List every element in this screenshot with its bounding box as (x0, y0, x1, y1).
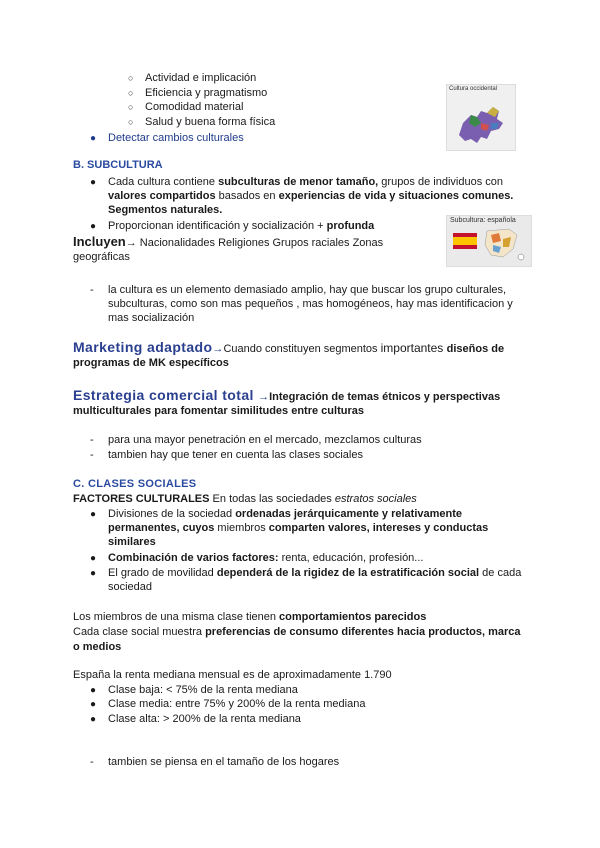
bullet-icon: ● (90, 685, 97, 696)
b-bullet-1-cont2: Segmentos naturales. (108, 204, 223, 216)
paragraph-2: Cada clase social muestra preferencias de consumo diferentes hacia productos, marca (73, 626, 521, 638)
sub-item: ○ Eficiencia y pragmatismo (128, 87, 268, 99)
sub-item: ○ Actividad e implicación (128, 72, 257, 84)
renta-line: España la renta mediana mensual es de aproximadamente 1.790 (73, 669, 392, 681)
paragraph-2-cont: o medios (73, 641, 122, 653)
spain-flag-map-icon (447, 225, 531, 263)
circle-bullet-icon: ○ (128, 88, 134, 98)
bullet-icon: ● (90, 553, 97, 564)
spain-subculture-image: Subcultura: española (446, 215, 532, 267)
circle-bullet-icon: ○ (128, 102, 134, 112)
c-bullet-1-cont: permanentes, cuyos miembros comparten valores, intereses y conductas (108, 522, 489, 534)
clase-item: ● Clase media: entre 75% y 200% de la renta mediana (90, 698, 366, 710)
bullet-icon: ● (90, 699, 97, 710)
c-bullet-3: ● El grado de movilidad dependerá de la rigidez de la estratificación social de cada (90, 567, 522, 579)
c-bullet-3-cont: sociedad (108, 581, 153, 593)
europe-map-icon (447, 93, 515, 149)
sub-item: ○ Comodidad material (128, 101, 244, 113)
bullet-icon: ● (90, 177, 97, 188)
b-dash-cont2: mas socialización (108, 312, 195, 324)
estrategia-line: Estrategia comercial total →Integración de temas étnicos y perspectivas (73, 387, 501, 403)
bullet-icon: ● (90, 509, 97, 520)
marketing-line-cont: programas de MK específicos (73, 357, 229, 369)
europe-map-image: Cultura occidental (446, 84, 516, 151)
circle-bullet-icon: ○ (128, 73, 134, 83)
paragraph-1: Los miembros de una misma clase tienen comportamientos parecidos (73, 611, 427, 623)
section-b-heading: B. SUBCULTURA (73, 159, 163, 171)
hogares-dash: - tambien se piensa en el tamaño de los hogares (90, 756, 340, 768)
sub-item: ○ Salud y buena forma física (128, 116, 276, 128)
section-c-heading: C. CLASES SOCIALES (73, 478, 197, 490)
c-bullet-1: ● Divisiones de la sociedad ordenadas jerárquicamente y relativamente (90, 508, 463, 520)
c-bullet-1-cont2: similares (108, 536, 156, 548)
b-bullet-1: ● Cada cultura contiene subculturas de menor tamaño, grupos de individuos con (90, 176, 503, 188)
bullet-icon: ● (90, 568, 97, 579)
b-dash-cont: subculturas, como son mas pequeños , mas homogéneos, hay mas identificacion y (108, 298, 513, 310)
circle-bullet-icon: ○ (128, 117, 134, 127)
incluyen-line-cont: geográficas (73, 251, 130, 263)
incluyen-line: Incluyen→ Nacionalidades Religiones Grupos raciales Zonas (73, 234, 384, 249)
estrategia-line-cont: multiculturales para fomentar similitudes entre culturas (73, 405, 364, 417)
c-bullet-2: ● Combinación de varios factores: renta, educación, profesión... (90, 552, 424, 564)
detect-bullet: ● Detectar cambios culturales (90, 132, 244, 144)
bullet-icon: ● (90, 714, 97, 725)
marketing-line: Marketing adaptado→Cuando constituyen segmentos importantes diseños de (73, 339, 505, 355)
bullet-icon: ● (90, 133, 97, 144)
b-bullet-2: ● Proporcionan identificación y socialización + profunda (90, 220, 375, 232)
factores-line: FACTORES CULTURALES En todas las sociedades estratos sociales (73, 493, 417, 505)
b-bullet-1-cont: valores compartidos basados en experiencias de vida y situaciones comunes. (108, 190, 514, 202)
b-dash-1: - la cultura es un elemento demasiado amplio, hay que buscar los grupo culturales, (90, 284, 507, 296)
bullet-icon: ● (90, 221, 97, 232)
estrategia-dash-1: - para una mayor penetración en el mercado, mezclamos culturas (90, 434, 422, 446)
estrategia-dash-2: - tambien hay que tener en cuenta las clases sociales (90, 449, 363, 461)
clase-item: ● Clase alta: > 200% de la renta mediana (90, 713, 301, 725)
clase-item: ● Clase baja: < 75% de la renta mediana (90, 684, 298, 696)
